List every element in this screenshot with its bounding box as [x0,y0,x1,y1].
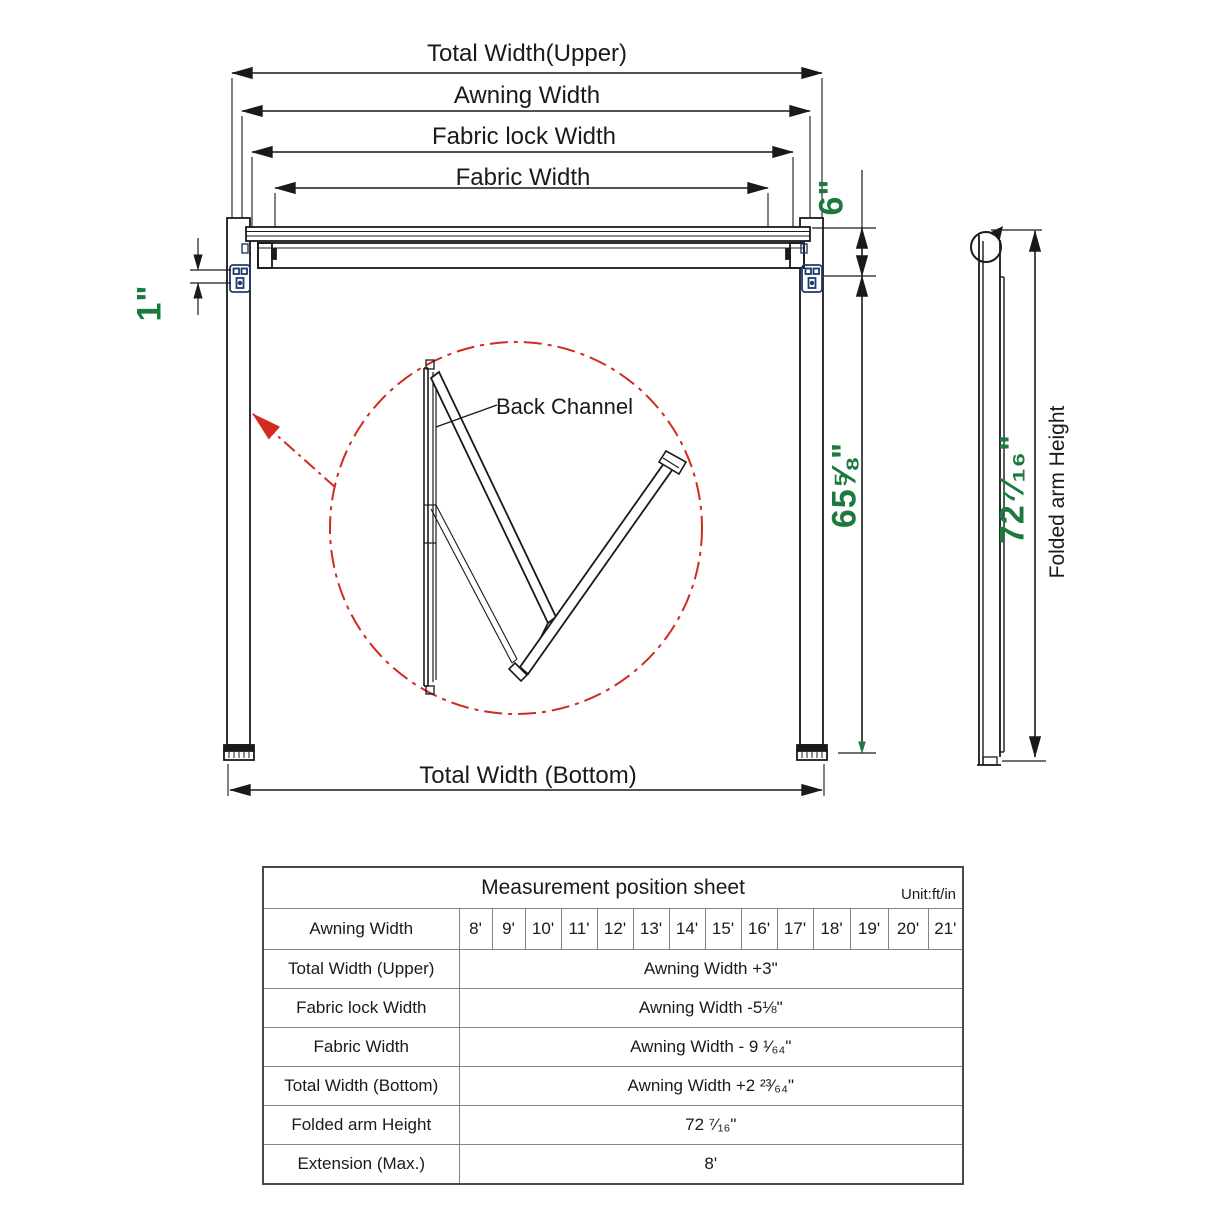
awning-width-12: 12' [597,909,633,950]
back-channel-label: Back Channel [496,394,633,419]
six-inch-dimension-value: 6" [812,178,851,216]
awning-width-15: 15' [705,909,741,950]
row-value: Awning Width +3" [459,950,963,989]
one-inch-dimension-value: 1" [130,284,169,322]
table-row [263,989,963,1028]
front-view [224,218,827,760]
table-title-row [263,867,963,909]
row-value: 8' [459,1145,963,1185]
awning-width-13: 13' [633,909,669,950]
awning-width-16: 16' [741,909,777,950]
right-foot [797,745,827,760]
detail-circle [253,342,702,714]
total-width-upper-label: Total Width(Upper) [426,40,628,67]
row-label: Total Width (Upper) [263,950,459,989]
row-label: Total Width (Bottom) [263,1067,459,1106]
awning-width-10: 10' [525,909,561,950]
awning-width-label: Awning Width [453,82,601,109]
table-row [263,1028,963,1067]
awning-width-9: 9' [492,909,525,950]
awning-width-17: 17' [777,909,813,950]
awning-width-20: 20' [888,909,928,950]
measurement-position-table [262,866,962,1185]
table-unit: Unit:ft/in [901,886,957,903]
row-label: Awning Width [263,909,459,950]
row-label: Extension (Max.) [263,1145,459,1185]
height-65-dimension-value: 65⅝" [825,441,864,529]
row-label: Fabric lock Width [263,989,459,1028]
row-value: 72 ⁷⁄₁₆" [459,1106,963,1145]
left-foot [224,745,254,760]
row-label: Folded arm Height [263,1106,459,1145]
fabric-width-label: Fabric Width [455,164,591,191]
awning-width-row [263,909,963,950]
awning-width-14: 14' [669,909,705,950]
table-row [263,1106,963,1145]
one-inch-dimension [190,238,231,315]
height-72-dimension-value: 72⁷⁄₁₆" [993,433,1032,545]
awning-width-8: 8' [459,909,492,950]
table-title: Measurement position sheet [481,876,745,899]
table-row [263,950,963,989]
row-label: Fabric Width [263,1028,459,1067]
table-row [263,1145,963,1185]
total-width-bottom-label: Total Width (Bottom) [419,762,637,789]
row-value: Awning Width - 9 ¹⁄₆₄" [459,1028,963,1067]
fabric-lock-width-label: Fabric lock Width [431,123,617,150]
awning-width-18: 18' [813,909,850,950]
awning-width-21: 21' [928,909,963,950]
row-value: Awning Width +2 ²³⁄₆₄" [459,1067,963,1106]
table-row [263,1067,963,1106]
folded-arm-height-label: Folded arm Height [1046,405,1069,579]
row-value: Awning Width -5⅛" [459,989,963,1028]
awning-width-11: 11' [561,909,597,950]
awning-width-19: 19' [850,909,888,950]
